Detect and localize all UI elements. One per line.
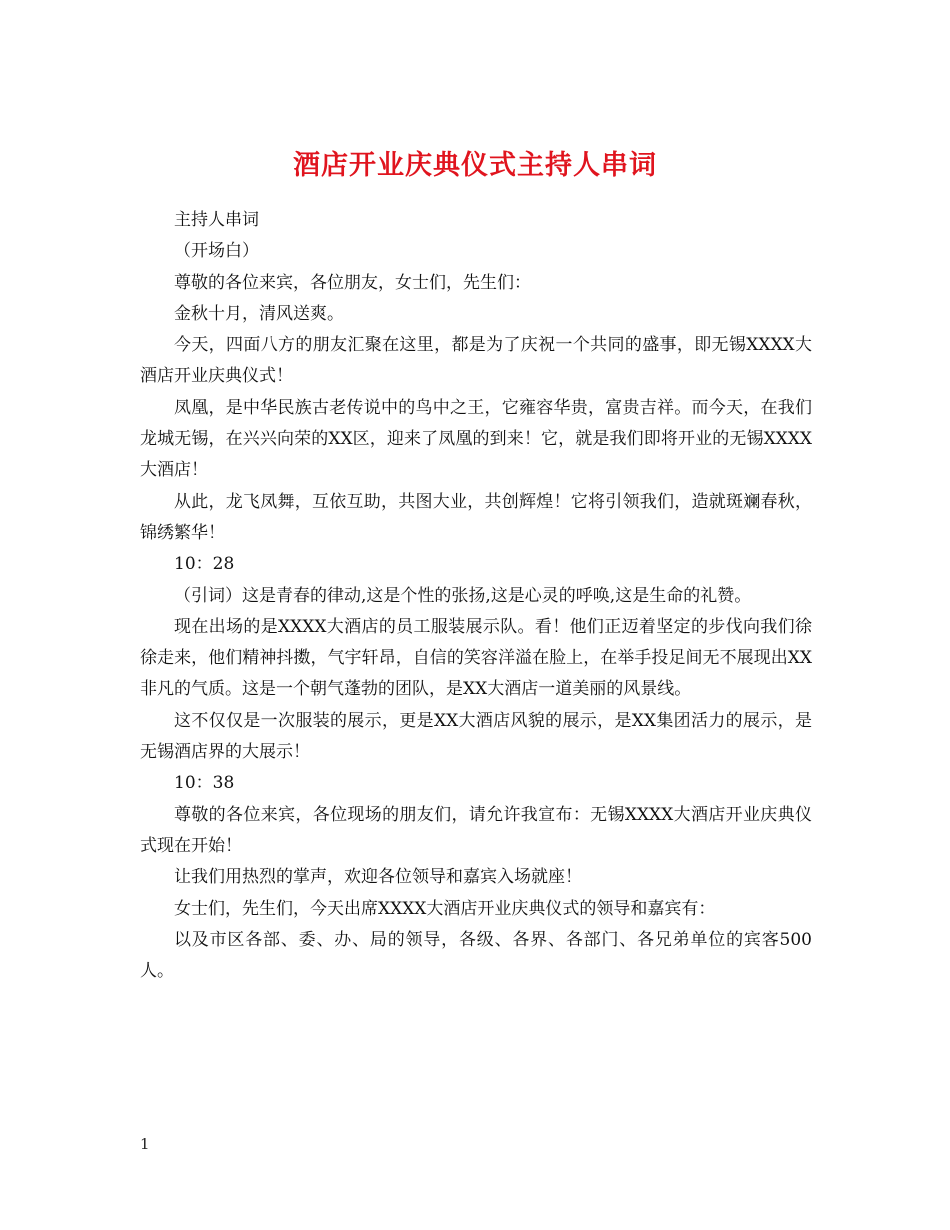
document-title: 酒店开业庆典仪式主持人串词: [293, 150, 657, 182]
paragraph: 以及市区各部、委、办、局的领导，各级、各界、各部门、各兄弟单位的宾客500人。: [140, 929, 812, 982]
paragraph: 凤凰，是中华民族古老传说中的鸟中之王，它雍容华贵，富贵吉祥。而今天，在我们龙城无锡，在兴兴向荣的XX区，迎来了凤凰的到来！它，就是我们即将开业的无锡XXXX大酒店！: [140, 397, 812, 481]
paragraph: （引词）这是青春的律动,这是个性的张扬,这是心灵的呼唤,这是生命的礼赞。: [174, 585, 752, 606]
paragraph: （开场白）: [174, 241, 259, 262]
paragraph: 让我们用热烈的掌声，欢迎各位领导和嘉宾入场就座！: [174, 867, 582, 888]
document-body: [140, 205, 812, 987]
paragraph: 今天，四面八方的朋友汇聚在这里，都是为了庆祝一个共同的盛事，即无锡XXXX大酒店开业庆典仪式！: [140, 335, 812, 387]
paragraph: 金秋十月，清风送爽。: [174, 303, 344, 324]
paragraph: 现在出场的是XXXX大酒店的员工服装展示队。看！他们正迈着坚定的步伐向我们徐徐走来，他们精神抖擞，气宇轩昂，自信的笑容洋溢在脸上，在举手投足间无不展现出XX非凡的气质。这是一个朝气蓬勃的团队，是XX大酒店一道美丽的风景线。: [140, 616, 812, 700]
paragraph: 尊敬的各位来宾，各位朋友，女士们，先生们：: [174, 272, 531, 293]
paragraph: 女士们，先生们，今天出席XXXX大酒店开业庆典仪式的领导和嘉宾有：: [174, 898, 716, 919]
paragraph: 这不仅仅是一次服装的展示，更是XX大酒店风貌的展示，是XX集团活力的展示，是无锡酒店界的大展示！: [140, 710, 812, 763]
timestamp-paragraph: 10：38: [174, 773, 235, 794]
timestamp-paragraph: 10：28: [174, 554, 235, 575]
paragraph: 主持人串词: [174, 210, 259, 230]
page-number: 1: [140, 1135, 150, 1153]
paragraph: 尊敬的各位来宾，各位现场的朋友们，请允许我宣布：无锡XXXX大酒店开业庆典仪式现在开始！: [140, 804, 812, 856]
paragraph: 从此，龙飞凤舞，互依互助，共图大业，共创辉煌！它将引领我们，造就斑斓春秋，锦绣繁华！: [140, 491, 812, 543]
